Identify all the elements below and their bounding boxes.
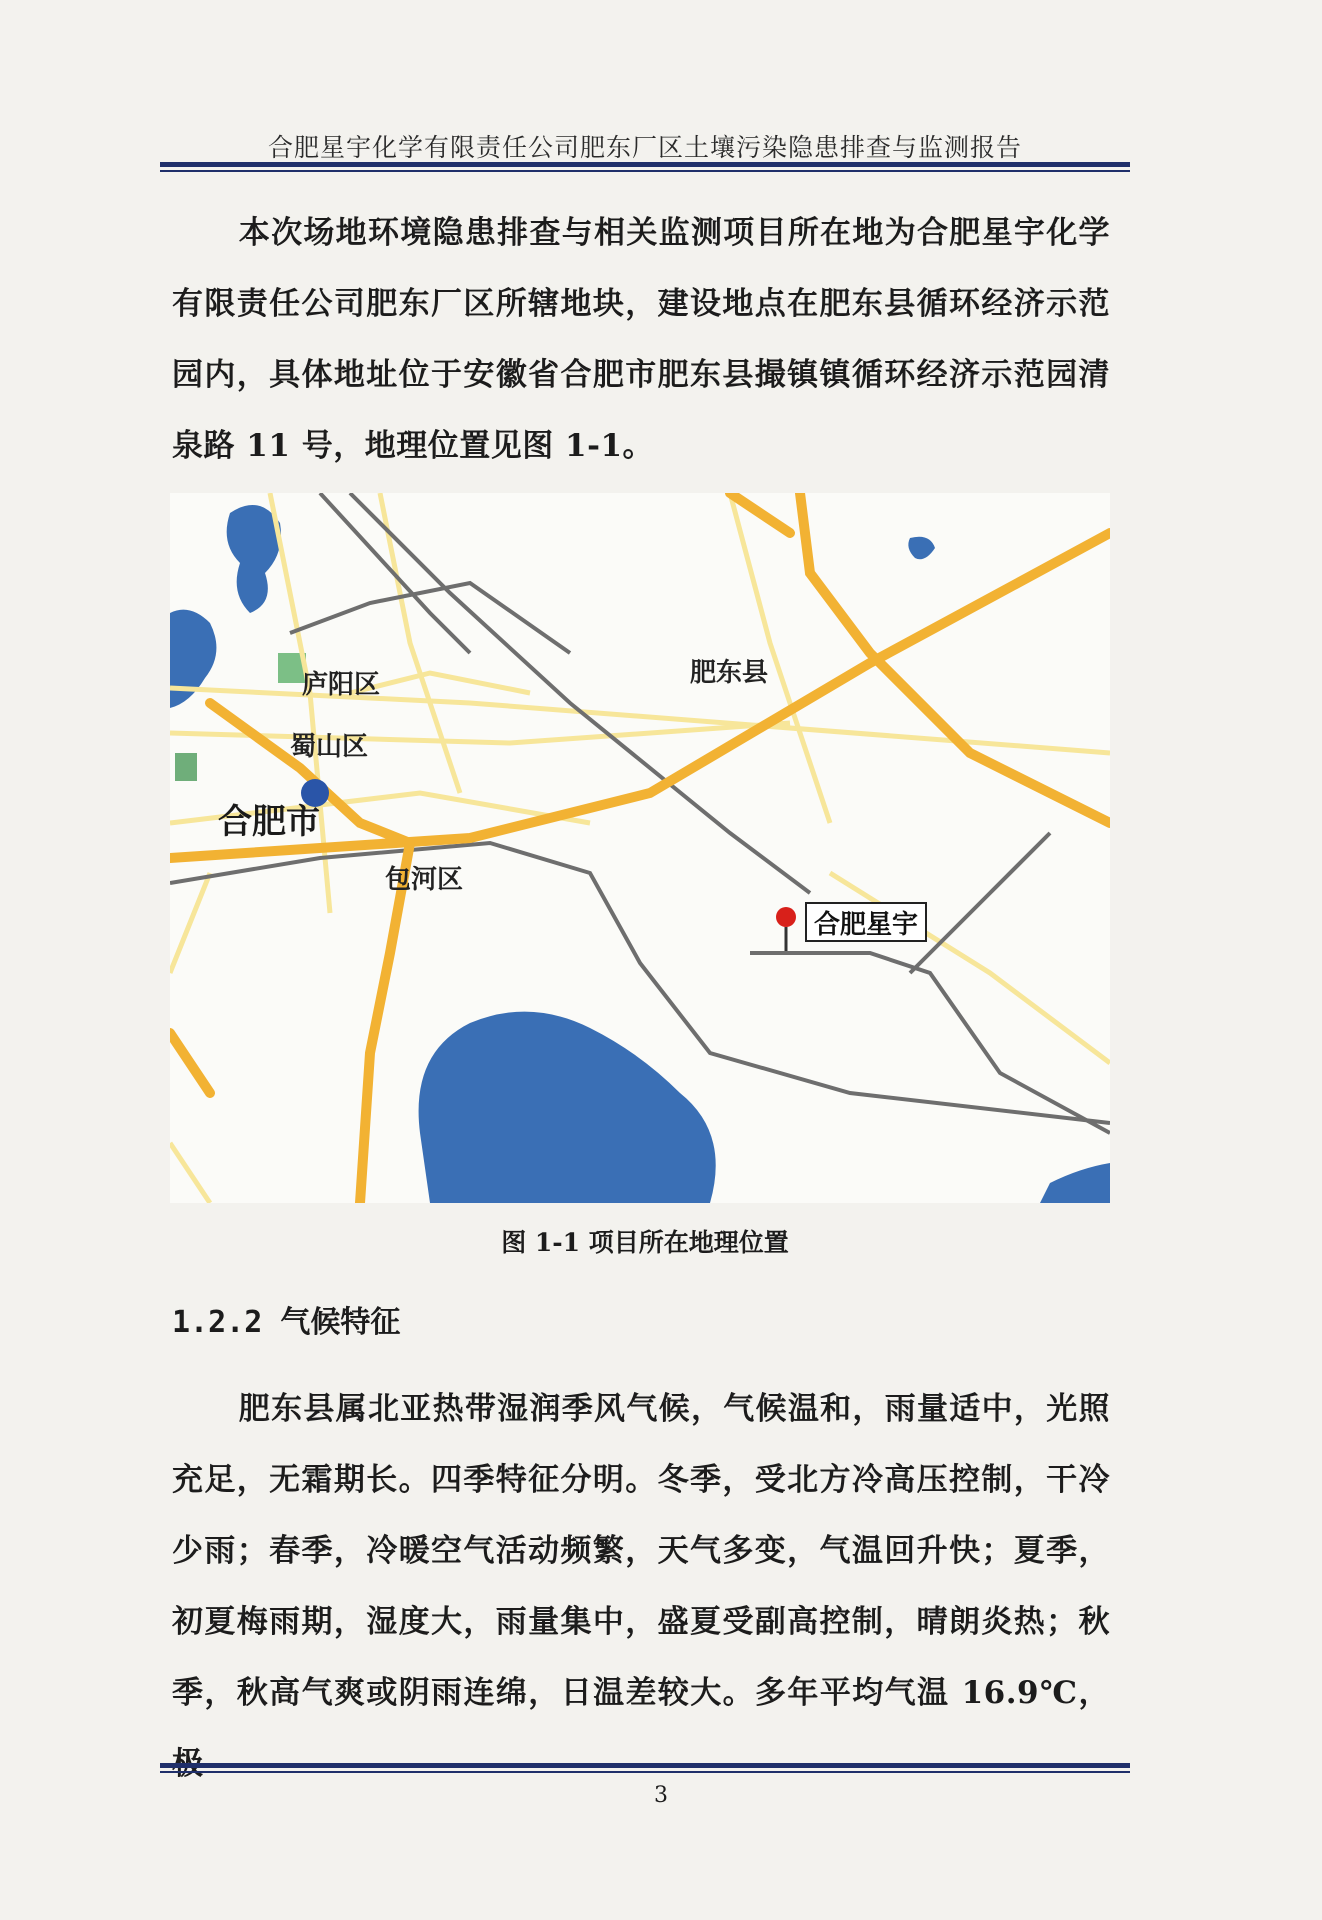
label-feidong: 肥东县 xyxy=(690,658,769,688)
label-site: 合肥星宇 xyxy=(814,910,919,940)
green-area xyxy=(175,753,197,781)
footer-rule xyxy=(160,1763,1130,1773)
label-luyang: 庐阳区 xyxy=(302,670,381,700)
map-svg xyxy=(170,493,1110,1203)
location-map xyxy=(170,493,1110,1203)
section-heading: 1.2.2 气候特征 xyxy=(172,1305,401,1340)
figure-caption: 图 1-1 项目所在地理位置 xyxy=(501,1228,789,1257)
climate-paragraph xyxy=(172,1374,1110,1800)
climate-paragraph-text: 肥东县属北亚热带湿润季风气候，气候温和，雨量适中，光照充足，无霜期长。四季特征分明。冬季，受北方冷高压控制，干冷少雨；春季，冷暖空气活动频繁，天气多变，气温回升快；夏季，初夏梅雨期，湿度大，雨量集中，盛夏受副高控制，晴朗炎热；秋季，秋高气爽或阴雨连绵，日温差较大。多年平均气温 16.9℃，极 xyxy=(172,1391,1110,1782)
label-baohe: 包河区 xyxy=(385,865,464,895)
label-shushan: 蜀山区 xyxy=(290,732,369,762)
intro-paragraph-text: 本次场地环境隐患排查与相关监测项目所在地为合肥星宇化学有限责任公司肥东厂区所辖地块，建设地点在肥东县循环经济示范园内，具体地址位于安徽省合肥市肥东县撮镇镇循环经济示范园清泉路 11 号，地理位置见图 1-1。 xyxy=(172,215,1110,464)
page-number: 3 xyxy=(654,1783,668,1808)
header-rule xyxy=(160,162,1130,172)
intro-paragraph xyxy=(172,198,1110,482)
running-header: 合肥星宇化学有限责任公司肥东厂区土壤污染隐患排查与监测报告 xyxy=(267,133,1022,162)
label-hefei: 合肥市 xyxy=(218,802,320,842)
